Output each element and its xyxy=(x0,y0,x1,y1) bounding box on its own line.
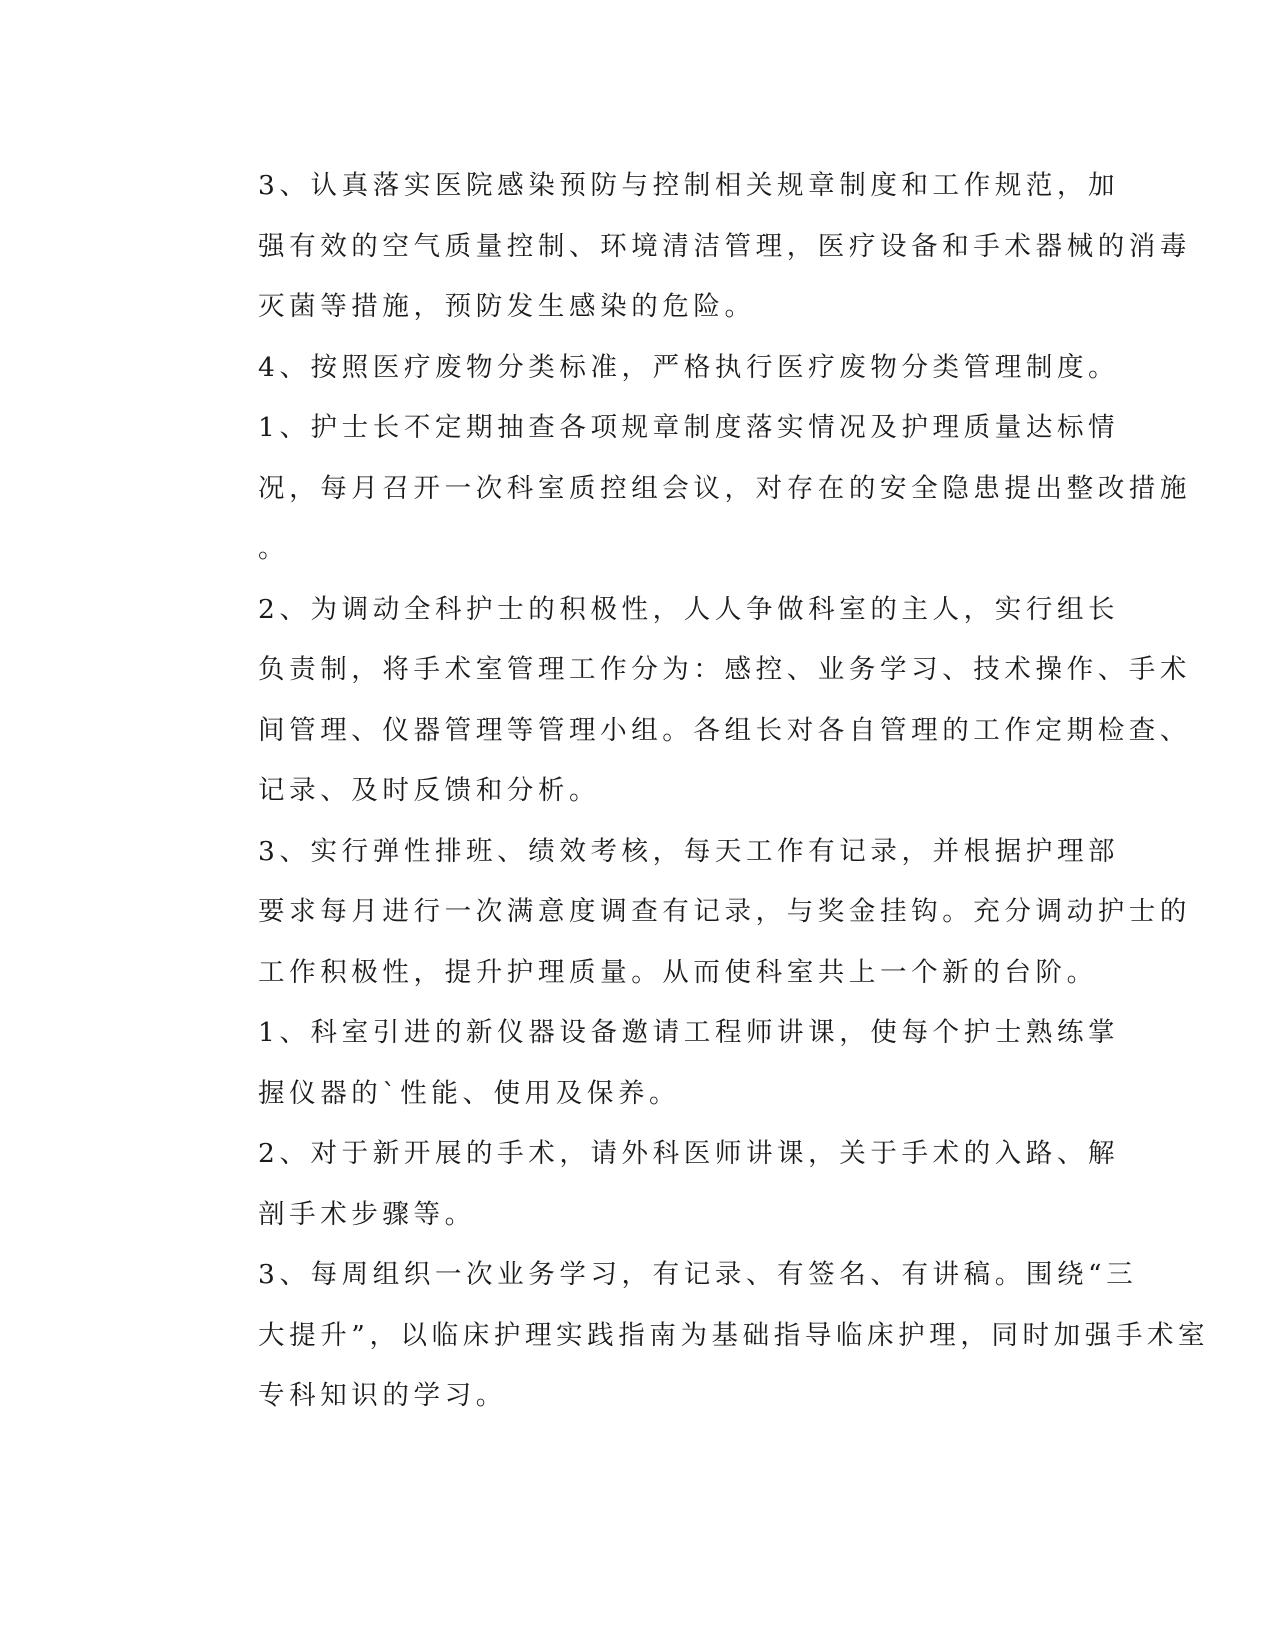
document-body xyxy=(186,156,1210,1427)
text-line: 专科知识的学习。 xyxy=(258,1380,507,1411)
text-line: 3、每周组织一次业务学习，有记录、有签名、有讲稿。围绕“三 xyxy=(258,1259,1138,1290)
text-line: 2、对于新开展的手术，请外科医师讲课，关于手术的入路、解 xyxy=(258,1138,1120,1169)
paragraph-head-nurse-inspection xyxy=(186,398,1191,580)
paragraph-group-leader-system xyxy=(186,580,1191,822)
text-line: 况，每月召开一次科室质控组会议，对存在的安全隐患提出整改措施 xyxy=(258,472,1191,504)
text-line: 间管理、仪器管理等管理小组。各组长对各自管理的工作定期检查、 xyxy=(258,714,1191,746)
text-line: 2、为调动全科护士的积极性，人人争做科室的主人，实行组长 xyxy=(258,593,1120,625)
text-line: 1、护士长不定期抽查各项规章制度落实情况及护理质量达标情 xyxy=(258,412,1120,443)
text-line: 记录、及时反馈和分析。 xyxy=(258,775,601,806)
paragraph-weekly-study xyxy=(186,1245,1210,1427)
paragraph-new-surgery-lectures xyxy=(186,1124,1120,1245)
paragraph-equipment-training xyxy=(186,1003,1120,1124)
text-line: 要求每月进行一次满意度调查有记录，与奖金挂钩。充分调动护士的 xyxy=(258,896,1191,927)
text-line: 剖手术步骤等。 xyxy=(258,1198,476,1230)
paragraph-flexible-scheduling xyxy=(186,822,1191,1004)
text-line: 3、实行弹性排班、绩效考核，每天工作有记录，并根据护理部 xyxy=(258,835,1120,867)
text-line: 4、按照医疗废物分类标准，严格执行医疗废物分类管理制度。 xyxy=(258,351,1120,383)
text-line: 工作积极性，提升护理质量。从而使科室共上一个新的台阶。 xyxy=(258,956,1098,988)
paragraph-infection-control xyxy=(186,156,1191,338)
text-line: 。 xyxy=(258,533,290,564)
text-line: 握仪器的`性能、使用及保养。 xyxy=(258,1077,681,1109)
paragraph-medical-waste xyxy=(186,338,1120,399)
text-line: 大提升”，以临床护理实践指南为基础指导临床护理，同时加强手术室 xyxy=(258,1319,1210,1351)
text-line: 强有效的空气质量控制、环境清洁管理，医疗设备和手术器械的消毒 xyxy=(258,230,1191,262)
text-line: 负责制，将手术室管理工作分为：感控、业务学习、技术操作、手术 xyxy=(258,654,1191,685)
text-line: 1、科室引进的新仪器设备邀请工程师讲课，使每个护士熟练掌 xyxy=(258,1017,1120,1048)
text-line: 灭菌等措施，预防发生感染的危险。 xyxy=(258,291,756,322)
text-line: 3、认真落实医院感染预防与控制相关规章制度和工作规范，加 xyxy=(258,170,1120,201)
